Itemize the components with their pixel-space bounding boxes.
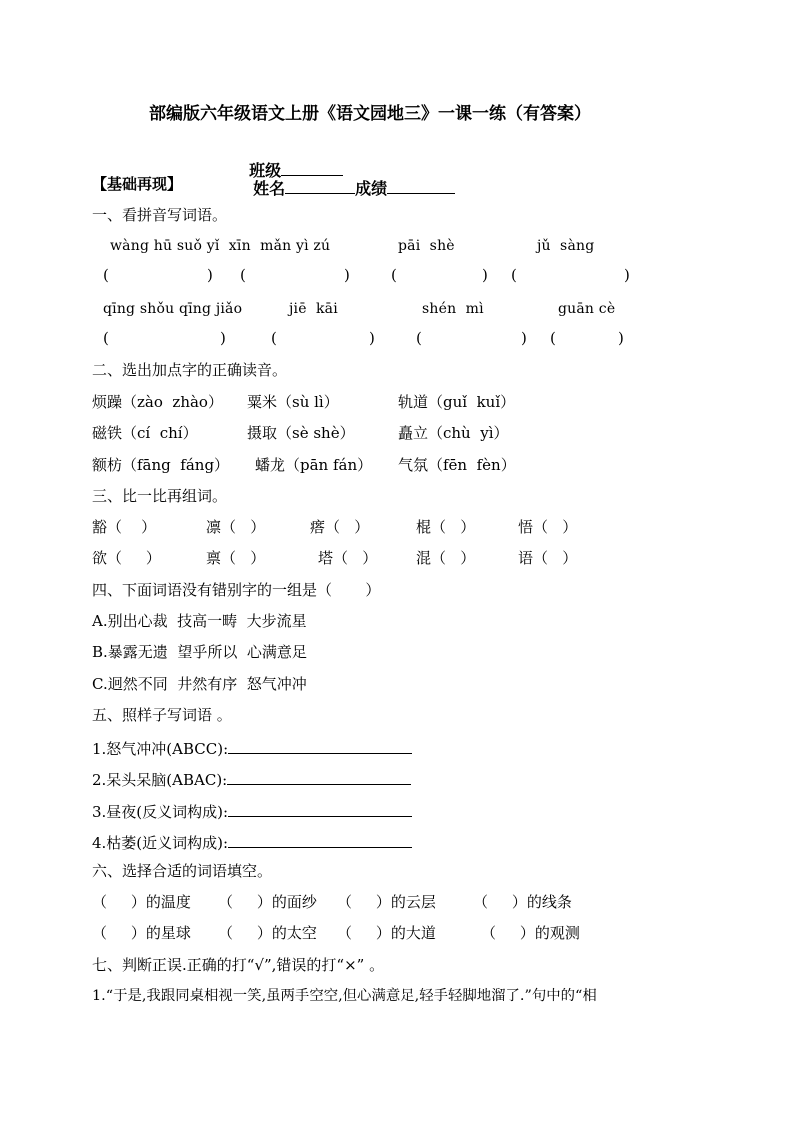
q5-item-label: 4.枯萎(近义词构成): — [92, 834, 229, 852]
q2-item: 轨道（guǐ kuǐ） — [398, 393, 516, 411]
q2-item: 摄取（sè shè） — [247, 424, 355, 442]
q1-answer-box[interactable]: ( — [511, 266, 517, 284]
q3-item[interactable]: 语（ ） — [518, 549, 578, 567]
q1-answer-box-end: ) — [344, 266, 350, 284]
q5-item — [92, 833, 412, 851]
q3-item[interactable]: 塔（ ） — [318, 549, 378, 567]
page-title: 部编版六年级语文上册《语文园地三》一课一练（有答案） — [149, 104, 591, 124]
q1-pinyin-6: shén mì — [422, 301, 484, 317]
q1-pinyin-4: qīng shǒu qīng jiǎo — [103, 301, 243, 317]
q6-item[interactable]: （ ）的观测 — [481, 924, 580, 942]
q3-item[interactable]: 凛（ ） — [206, 518, 266, 536]
q1-answer-box-end: ) — [369, 329, 375, 347]
answer-line[interactable] — [228, 739, 412, 754]
q2-item: 额枋（fāng fáng） — [92, 456, 230, 474]
q1-answer-box-end: ) — [624, 266, 630, 284]
q6-item[interactable]: （ ）的云层 — [337, 893, 436, 911]
q1-answer-box-end: ) — [521, 329, 527, 347]
grade-label: 成绩 — [355, 179, 388, 198]
q1-answer-box[interactable]: ( — [103, 266, 109, 284]
q4-heading: 四、下面词语没有错别字的一组是（ ） — [92, 581, 381, 599]
q1-answer-box[interactable]: ( — [271, 329, 277, 347]
q6-item[interactable]: （ ）的星球 — [92, 924, 191, 942]
q6-item[interactable]: （ ）的线条 — [473, 893, 572, 911]
q1-answer-box[interactable]: ( — [550, 329, 556, 347]
q4-option-b[interactable]: B.暴露无遗 望乎所以 心满意足 — [92, 643, 307, 661]
q1-pinyin-1: wàng hū suǒ yǐ xīn mǎn yì zú — [110, 238, 331, 254]
q1-answer-box[interactable]: ( — [391, 266, 397, 284]
q3-item[interactable]: 瘩（ ） — [310, 518, 370, 536]
q5-item — [92, 770, 411, 788]
q2-item: 烦躁（zào zhào） — [92, 393, 223, 411]
q7-heading: 七、判断正误.正确的打“√”,错误的打“×” 。 — [92, 956, 385, 974]
q1-pinyin-2: pāi shè — [398, 238, 455, 254]
answer-line[interactable] — [227, 770, 411, 785]
q1-answer-box-end: ) — [482, 266, 488, 284]
q6-heading: 六、选择合适的词语填空。 — [92, 862, 273, 880]
q2-item: 粟米（sù lì） — [247, 393, 339, 411]
q3-item[interactable]: 欲（ ） — [92, 549, 161, 567]
name-field[interactable] — [285, 179, 355, 194]
q4-option-c[interactable]: C.迥然不同 井然有序 怒气冲冲 — [92, 675, 307, 693]
q5-item-label: 1.怒气冲冲(ABCC): — [92, 740, 229, 758]
q5-item — [92, 802, 412, 820]
name-label: 姓名 — [253, 179, 286, 198]
q3-item[interactable]: 豁（ ） — [92, 518, 157, 536]
q1-heading: 一、看拼音写词语。 — [92, 206, 228, 224]
answer-line[interactable] — [228, 833, 412, 848]
q1-pinyin-5: jiē kāi — [289, 301, 338, 317]
q5-item-label: 3.昼夜(反义词构成): — [92, 803, 229, 821]
q5-heading: 五、照样子写词语 。 — [92, 706, 232, 724]
class-field[interactable] — [281, 161, 343, 176]
q1-pinyin-7: guān cè — [558, 301, 616, 317]
q3-item[interactable]: 禀（ ） — [206, 549, 266, 567]
class-label: 班级 — [249, 161, 282, 180]
q1-answer-box-end: ) — [220, 329, 226, 347]
q4-option-a[interactable]: A.别出心裁 技高一畴 大步流星 — [92, 612, 307, 630]
student-info-line — [238, 145, 455, 197]
q1-pinyin-3: jǔ sàng — [537, 238, 595, 254]
q1-answer-box-end: ) — [207, 266, 213, 284]
q6-item[interactable]: （ ）的温度 — [92, 893, 191, 911]
q5-item-label: 2.呆头呆脑(ABAC): — [92, 771, 228, 789]
answer-line[interactable] — [228, 802, 412, 817]
q3-item[interactable]: 棍（ ） — [416, 518, 476, 536]
q1-answer-box[interactable]: ( — [416, 329, 422, 347]
q1-answer-box[interactable]: ( — [103, 329, 109, 347]
q6-item[interactable]: （ ）的大道 — [337, 924, 436, 942]
q5-item — [92, 739, 412, 757]
grade-field[interactable] — [387, 179, 455, 194]
q2-item: 蟠龙（pān fán） — [255, 456, 373, 474]
q2-item: 磁铁（cí chí） — [92, 424, 198, 442]
section-heading: 【基础再现】 — [92, 175, 183, 193]
q6-item[interactable]: （ ）的太空 — [218, 924, 317, 942]
q3-item[interactable]: 悟（ ） — [518, 518, 578, 536]
q2-item: 矗立（chù yì） — [398, 424, 509, 442]
q3-heading: 三、比一比再组词。 — [92, 487, 228, 505]
q2-item: 气氛（fēn fèn） — [398, 456, 516, 474]
q3-item[interactable]: 混（ ） — [416, 549, 476, 567]
q1-answer-box[interactable]: ( — [240, 266, 246, 284]
q7-item: 1.“于是,我跟同桌相视一笑,虽两手空空,但心满意足,轻手轻脚地溜了.”句中的“相 — [92, 988, 597, 1004]
q2-heading: 二、选出加点字的正确读音。 — [92, 361, 288, 379]
q6-item[interactable]: （ ）的面纱 — [218, 893, 317, 911]
q1-answer-box-end: ) — [618, 329, 624, 347]
